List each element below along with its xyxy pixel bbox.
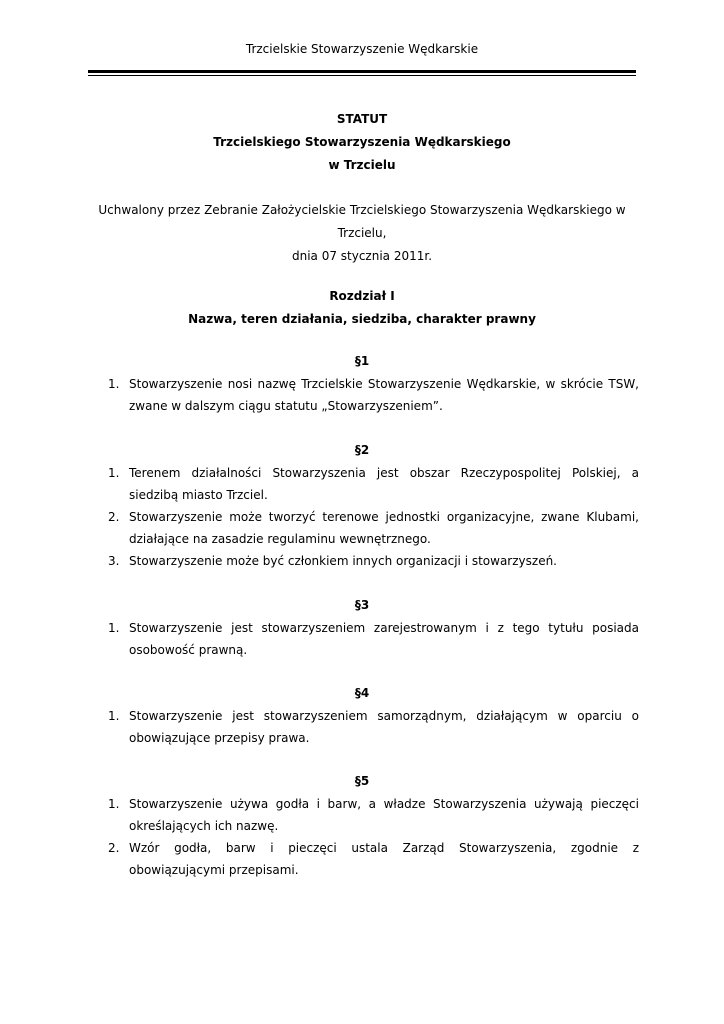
section-mark: §3 [354, 598, 370, 612]
list-item: 2. Stowarzyszenie może tworzyć terenowe jednostki organizacyjne, zwane Klubami, działające na zasadzie regulaminu wewnętrznego. [108, 510, 639, 546]
section-mark: §4 [354, 686, 370, 700]
section-5-list [108, 793, 639, 881]
section-mark: §2 [354, 443, 370, 457]
section-2-list [108, 462, 639, 572]
section-3-list [108, 617, 639, 661]
running-header: Trzcielskie Stowarzyszenie Wędkarskie [245, 42, 479, 56]
section-mark: §5 [354, 774, 370, 788]
list-item: 2. Wzór godła, barw i pieczęci ustala Zarząd Stowarzyszenia, zgodnie z obowiązującymi przepisami. [108, 841, 639, 877]
header-rule-thin [88, 75, 636, 76]
section-mark: §1 [354, 354, 370, 368]
list-item: 1. Stowarzyszenie nosi nazwę Trzcielskie Stowarzyszenie Wędkarskie, w skrócie TSW, zwane w dalszym ciągu statutu „Stowarzyszeniem”. [108, 377, 639, 413]
list-item: 1. Stowarzyszenie używa godła i barw, a władze Stowarzyszenia używają pieczęci określających ich nazwę. [108, 797, 639, 833]
section-4-list [108, 705, 639, 749]
chapter-number: Rozdział I [329, 289, 395, 303]
document-title: STATUT [336, 112, 388, 126]
section-1-list [108, 373, 639, 417]
list-item: 3. Stowarzyszenie może być członkiem innych organizacji i stowarzyszeń. [108, 554, 557, 568]
document-location: w Trzcielu [328, 158, 396, 172]
list-item: 1. Stowarzyszenie jest stowarzyszeniem samorządnym, działającym w oparciu o obowiązujące przepisy prawa. [108, 709, 639, 745]
adoption-line-2: dnia 07 stycznia 2011r. [291, 249, 433, 263]
header-rule-thick [88, 70, 636, 73]
document-subtitle: Trzcielskiego Stowarzyszenia Wędkarskiego [213, 135, 511, 149]
list-item: 1. Stowarzyszenie jest stowarzyszeniem zarejestrowanym i z tego tytułu posiada osobowość prawną. [108, 621, 639, 657]
chapter-title: Nazwa, teren działania, siedziba, charakter prawny [188, 312, 536, 326]
adoption-note [88, 199, 636, 268]
list-item: 1. Terenem działalności Stowarzyszenia jest obszar Rzeczypospolitej Polskiej, a siedzibą miasto Trzciel. [108, 466, 639, 502]
adoption-line-1: Uchwalony przez Zebranie Założycielskie Trzcielskiego Stowarzyszenia Wędkarskiego w Trzcielu, [98, 203, 626, 240]
